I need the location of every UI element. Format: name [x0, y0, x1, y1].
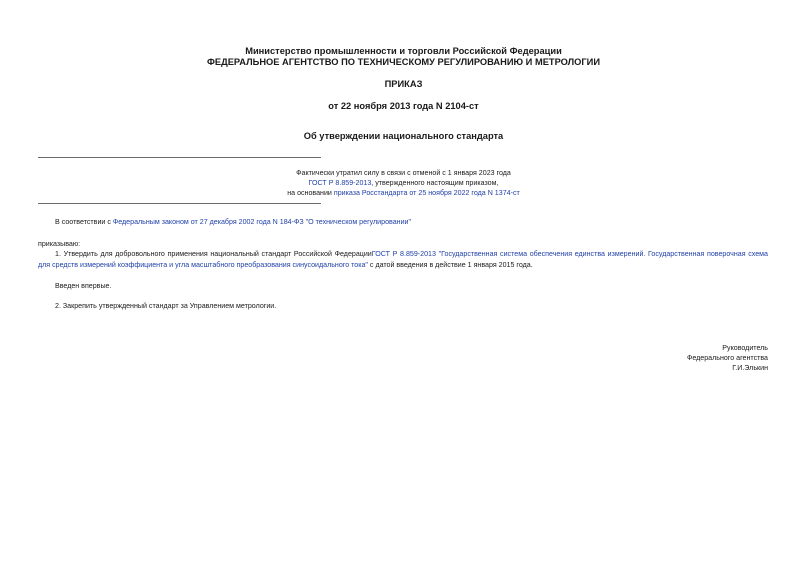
document-title: Об утверждении национального стандарта	[303, 131, 504, 141]
order-item-1-prefix: 1. Утвердить для добровольного применения национальный стандарт Российской Федерации	[55, 250, 372, 258]
signature-agency: Федерального агентства	[686, 354, 768, 362]
status-note-line2-rest: , утвержденного настоящим приказом,	[371, 179, 499, 187]
status-note-line3-prefix: на основании	[287, 189, 334, 197]
signature-position: Руководитель	[722, 344, 768, 352]
gost-link[interactable]: ГОСТ Р 8.859-2013	[308, 179, 372, 187]
rosstandart-order-link[interactable]: приказа Росстандарта от 25 ноября 2022 года N 1374-ст	[333, 189, 520, 197]
order-item-2: 2. Закрепить утвержденный стандарт за Управлением метрологии.	[55, 302, 277, 310]
document-date: от 22 ноября 2013 года N 2104-ст	[328, 101, 479, 111]
status-note-line2	[0, 178, 807, 188]
document-type: ПРИКАЗ	[384, 79, 423, 89]
top-divider	[38, 157, 321, 158]
legal-basis	[55, 217, 411, 227]
order-item-1	[38, 249, 768, 270]
standard-link[interactable]: ГОСТ Р 8.859-2013 "Государственная система обеспечения единства измерений. Государственная поверочная схема для средств измерений коэффициента и угла масштабного преобразования синусоидального тока"	[38, 250, 768, 269]
agency-name: ФЕДЕРАЛЬНОЕ АГЕНТСТВО ПО ТЕХНИЧЕСКОМУ РЕГУЛИРОВАНИЮ И МЕТРОЛОГИИ	[206, 57, 601, 67]
order-item-1-suffix: с датой введения в действие 1 января 2015 года.	[367, 260, 533, 269]
status-note-line3	[0, 188, 807, 198]
federal-law-link[interactable]: Федеральным законом от 27 декабря 2002 года N 184-ФЗ "О техническом регулировании"	[112, 218, 412, 226]
order-word: приказываю:	[38, 240, 81, 248]
ministry-name: Министерство промышленности и торговли Российской Федерации	[245, 46, 562, 56]
bottom-divider	[38, 203, 321, 204]
status-note-line1: Фактически утратил силу в связи с отменой с 1 января 2023 года	[296, 169, 511, 177]
signature-name: Г.И.Элькин	[732, 364, 768, 372]
legal-basis-prefix: В соответствии с	[55, 218, 113, 226]
introduced-note: Введен впервые.	[55, 282, 112, 290]
